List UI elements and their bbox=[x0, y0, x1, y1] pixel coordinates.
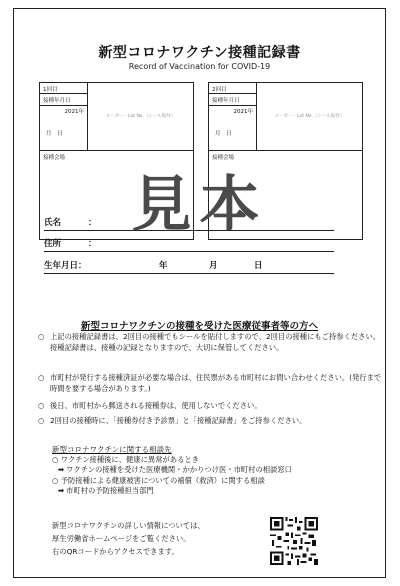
address-row bbox=[44, 237, 334, 252]
notice-item-text: 2回目の接種時に、「接種券付き予診票」と「接種記録書」をご持参ください。 bbox=[50, 416, 307, 425]
dose-2-place-label: 接種会場 bbox=[212, 155, 235, 161]
document-subtitle: Record of Vaccination for COVID-19 bbox=[128, 62, 271, 71]
dose-2-date-cell bbox=[209, 94, 257, 151]
circle-bullet-icon: ○ bbox=[38, 401, 45, 410]
notice-item bbox=[38, 415, 383, 426]
consult-question: 予防接種による健康被害についての補償（救済）に関する相談 bbox=[60, 476, 265, 485]
qr-code-icon[interactable] bbox=[270, 517, 318, 565]
dose-1-place-label: 接種会場 bbox=[43, 155, 66, 161]
dob-label: 生年月日： bbox=[44, 261, 87, 271]
dose-2-number-label: 2回目 bbox=[209, 83, 257, 94]
dose-2-year: 2021年 bbox=[233, 109, 253, 115]
consult-answer: ワクチンの接種を受けた医療機関・かかりつけ医・市町村の相談窓口 bbox=[66, 465, 292, 474]
circle-bullet-icon: ○ bbox=[38, 332, 45, 341]
sample-stamp: 見本 bbox=[131, 170, 268, 240]
footer-line: 右のQRコードからアクセスできます。 bbox=[52, 547, 179, 556]
circle-bullet-icon: ○ bbox=[52, 455, 59, 464]
dose-1-date-label: 接種年月日 bbox=[40, 94, 87, 106]
arrow-right-icon: ➡ bbox=[58, 465, 65, 474]
notice-item bbox=[38, 331, 383, 353]
circle-bullet-icon: ○ bbox=[52, 476, 59, 485]
dose-1-sticker-area: メーカー・Lot No.（シール貼付） bbox=[88, 83, 193, 151]
document-title: 新型コロナワクチン接種記録書 bbox=[98, 45, 301, 61]
dob-day: 日 bbox=[254, 261, 263, 271]
dose-1-month-day: 月 日 bbox=[46, 131, 63, 137]
circle-bullet-icon: ○ bbox=[38, 373, 45, 382]
dose-1-date-cell bbox=[40, 94, 88, 151]
arrow-right-icon: ➡ bbox=[58, 486, 65, 495]
notice-item-text: 上記の接種記録書は、2回目の接種でもシールを貼付しますので、2回目の接種にもご持参ください。接種記録書は、接種の記録となりますので、大切に保管してください。 bbox=[50, 332, 381, 352]
dose-2-sticker-area: メーカー・Lot No.（シール貼付） bbox=[257, 83, 362, 151]
footer-line: 厚生労働省ホームページをご覧ください。 bbox=[52, 534, 191, 543]
dob-month: 月 bbox=[209, 261, 218, 271]
dose-2-month-day: 月 日 bbox=[215, 131, 232, 137]
consult-answer: 市町村の予防接種担当部門 bbox=[66, 486, 154, 495]
name-row bbox=[44, 216, 334, 231]
name-colon: ： bbox=[88, 218, 97, 228]
notice-item bbox=[38, 372, 383, 394]
circle-bullet-icon: ○ bbox=[38, 416, 45, 425]
address-colon: ： bbox=[88, 239, 97, 249]
vaccination-record-sheet bbox=[13, 8, 386, 578]
dose-1-number-label: 1回目 bbox=[40, 83, 88, 94]
footer-line: 新型コロナワクチンの詳しい情報については、 bbox=[52, 521, 205, 530]
notice-heading: 新型コロナワクチンの接種を受けた医療従事者等の方へ bbox=[80, 321, 319, 332]
notice-item-text: 市町村が発行する接種済証が必要な場合は、住民票がある市町村にお問い合わせください。(発行まで時間を要する場合があります。) bbox=[50, 373, 382, 393]
consult-heading: 新型コロナワクチンに関する相談先 bbox=[52, 445, 172, 454]
name-label: 氏名 bbox=[44, 218, 62, 228]
footer-text bbox=[52, 519, 205, 558]
dob-row bbox=[44, 259, 334, 274]
dob-year: 年 bbox=[159, 261, 168, 271]
dose-1-year: 2021年 bbox=[64, 109, 84, 115]
notice-item-text: 後日、市町村から郵送される接種券は、使用しないでください。 bbox=[50, 401, 262, 410]
dose-2-date-label: 接種年月日 bbox=[209, 94, 256, 106]
consult-item bbox=[52, 476, 265, 496]
notice-item bbox=[38, 400, 383, 411]
consult-question: ワクチン接種後に、健康に異常があるとき bbox=[60, 455, 199, 464]
consult-item bbox=[52, 455, 292, 475]
address-label: 住所 bbox=[44, 239, 62, 249]
